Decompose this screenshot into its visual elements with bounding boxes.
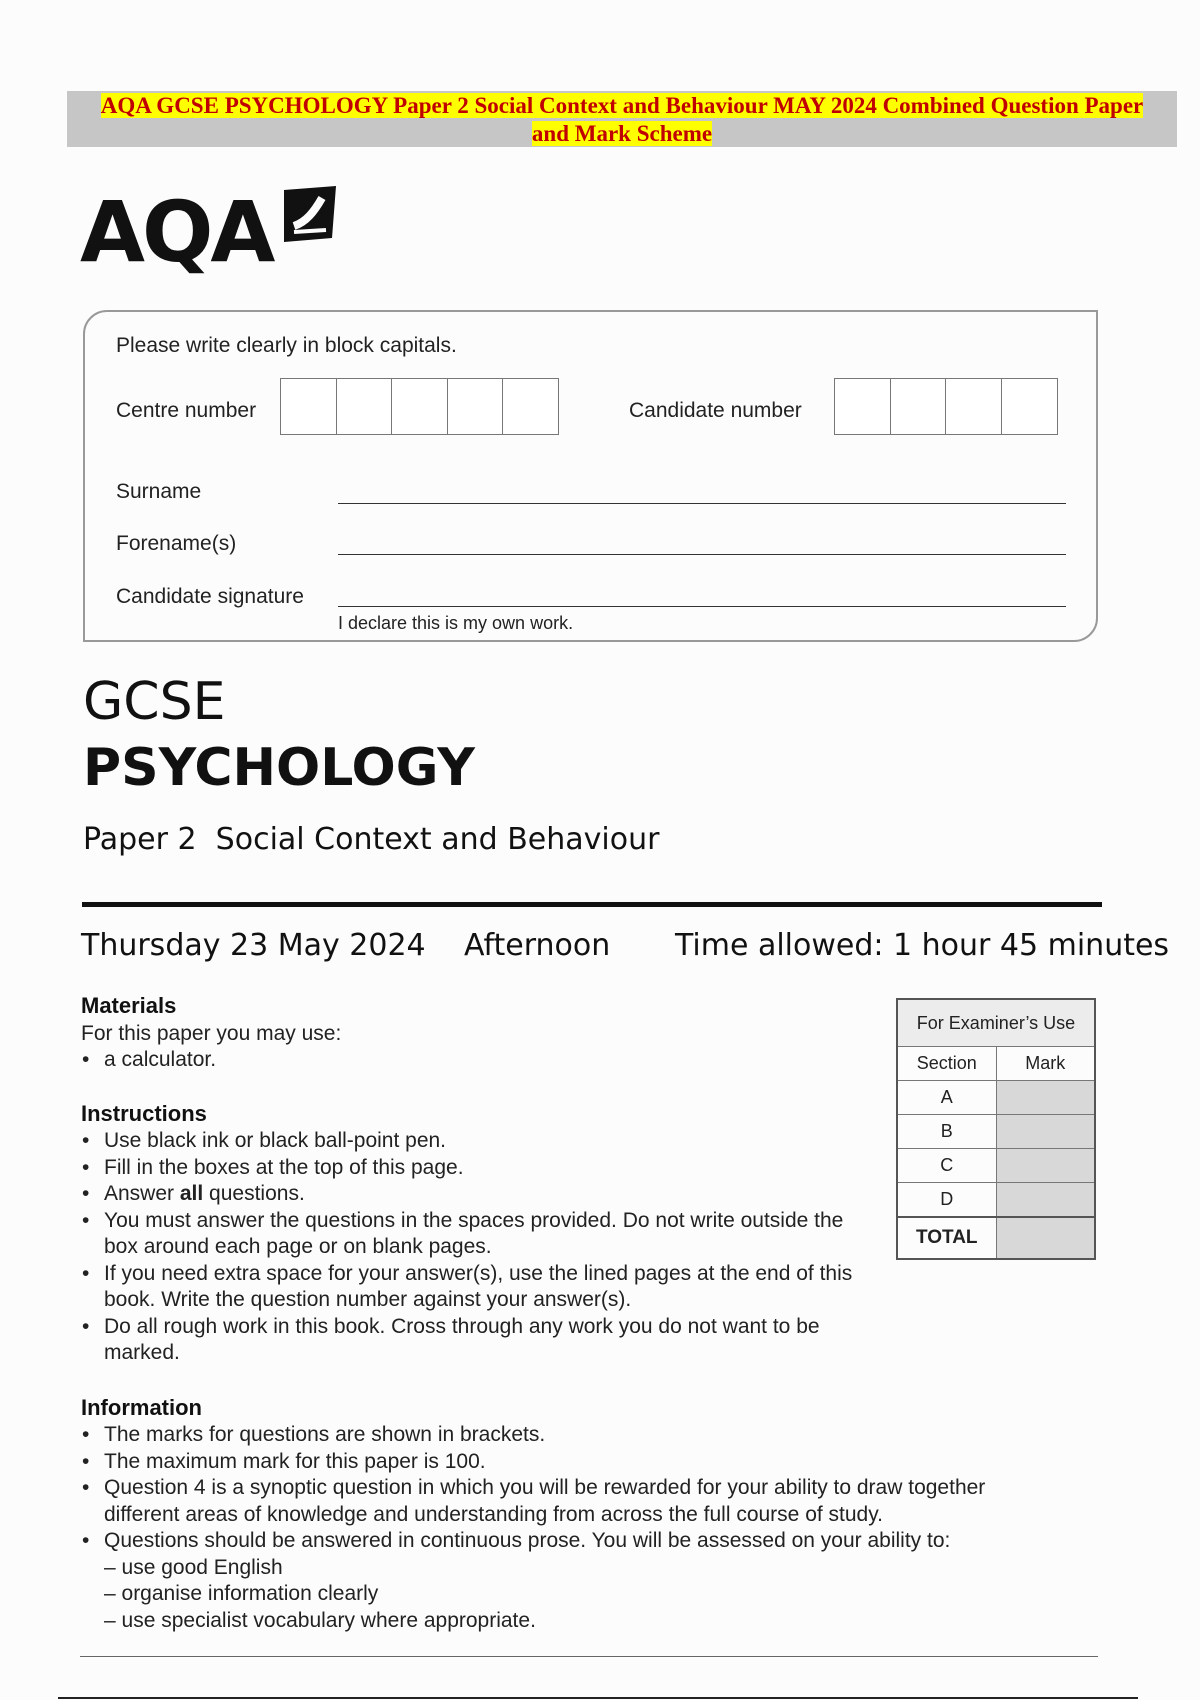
title-rule (82, 902, 1102, 907)
exam-session: Afternoon (464, 928, 611, 963)
list-item: – use specialist vocabulary where appropriate. (104, 1608, 536, 1632)
section-cell: B (897, 1115, 996, 1149)
footer-rule (80, 1656, 1098, 1657)
centre-digit-box[interactable] (336, 378, 393, 435)
centre-number-label: Centre number (116, 399, 257, 422)
list-item: • Answer all questions. (81, 1181, 861, 1208)
table-row (897, 1115, 1095, 1149)
list-item: – use good English (104, 1555, 283, 1579)
section-cell: D (897, 1183, 996, 1218)
logo-text: AQA (80, 183, 273, 281)
centre-digit-box[interactable] (280, 378, 337, 435)
time-allowed: Time allowed: 1 hour 45 minutes (675, 928, 1170, 963)
list-item: • The maximum mark for this paper is 100. (81, 1449, 1061, 1476)
list-item: • Questions should be answered in continuous prose. You will be assessed on your ability to: (81, 1528, 1061, 1555)
list-item: • a calculator. (81, 1047, 216, 1074)
materials-list (81, 1047, 216, 1074)
information-heading: Information (81, 1395, 202, 1420)
instructions-list (81, 1128, 861, 1367)
instructions-heading: Instructions (81, 1101, 207, 1126)
qualification-title: GCSE (83, 672, 226, 732)
surname-label: Surname (116, 480, 202, 503)
mark-cell (996, 1081, 1095, 1115)
list-item: • If you need extra space for your answer(s), use the lined pages at the end of this book. Write the question number against your answer(s). (81, 1261, 861, 1314)
list-item: • Fill in the boxes at the top of this page. (81, 1155, 861, 1182)
title-banner (67, 92, 1177, 148)
list-item: • The marks for questions are shown in brackets. (81, 1422, 1061, 1449)
table-row (897, 1149, 1095, 1183)
section-column-header: Section (897, 1047, 996, 1081)
examiner-table-heading: For Examiner’s Use (897, 999, 1095, 1047)
paper-name: Social Context and Behaviour (215, 822, 660, 857)
page-bottom-rule (58, 1697, 1138, 1699)
mark-column-header: Mark (996, 1047, 1095, 1081)
total-mark-cell (996, 1217, 1095, 1259)
paper-number: Paper 2 (83, 822, 197, 857)
centre-number-boxes[interactable] (280, 378, 558, 435)
candidate-number-boxes[interactable] (834, 378, 1056, 435)
forenames-field[interactable] (338, 554, 1066, 555)
section-cell: C (897, 1149, 996, 1183)
signature-label: Candidate signature (116, 585, 304, 608)
list-item: • Use black ink or black ball-point pen. (81, 1128, 861, 1155)
materials-heading: Materials (81, 993, 177, 1018)
signature-field[interactable] (338, 606, 1066, 607)
list-item: • You must answer the questions in the spaces provided. Do not write outside the box around each page or on blank pages. (81, 1208, 861, 1261)
mark-cell (996, 1183, 1095, 1218)
candidate-number-label: Candidate number (629, 399, 802, 422)
subject-title: PSYCHOLOGY (83, 738, 475, 798)
list-item: • Do all rough work in this book. Cross through any work you do not want to be marked. (81, 1314, 861, 1367)
exam-date: Thursday 23 May 2024 (81, 928, 426, 963)
mark-cell (996, 1115, 1095, 1149)
examiner-use-table (896, 998, 1096, 1260)
mark-cell (996, 1149, 1095, 1183)
paper-title (83, 822, 659, 857)
centre-digit-box[interactable] (502, 378, 559, 435)
table-row (897, 1183, 1095, 1218)
information-list (81, 1422, 1061, 1634)
candidate-digit-box[interactable] (890, 378, 947, 435)
aqa-logo (80, 183, 273, 281)
list-item: • Question 4 is a synoptic question in which you will be rewarded for your ability to draw together different areas of knowledge and understanding from across the full course of study. (81, 1475, 1061, 1528)
banner-line-2: and Mark Scheme (531, 121, 713, 146)
candidate-digit-box[interactable] (1001, 378, 1058, 435)
surname-field[interactable] (338, 503, 1066, 504)
banner-line-1: AQA GCSE PSYCHOLOGY Paper 2 Social Context and Behaviour MAY 2024 Combined Question Paper (100, 93, 1144, 118)
forenames-label: Forename(s) (116, 532, 237, 555)
candidate-digit-box[interactable] (834, 378, 891, 435)
materials-intro: For this paper you may use: (81, 1022, 342, 1045)
centre-digit-box[interactable] (447, 378, 504, 435)
total-label: TOTAL (897, 1217, 996, 1259)
candidate-digit-box[interactable] (945, 378, 1002, 435)
declaration-text: I declare this is my own work. (338, 613, 574, 633)
section-cell: A (897, 1081, 996, 1115)
list-item: – organise information clearly (104, 1582, 379, 1605)
block-capitals-instruction: Please write clearly in block capitals. (116, 334, 457, 357)
centre-digit-box[interactable] (391, 378, 448, 435)
total-row (897, 1217, 1095, 1259)
aqa-flag-icon (280, 184, 340, 244)
table-row (897, 1081, 1095, 1115)
